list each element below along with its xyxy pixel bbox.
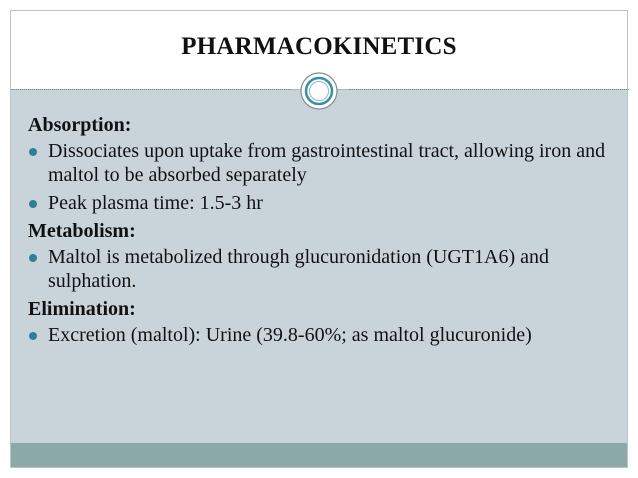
bullet-dot-icon <box>29 148 37 156</box>
divider-dotted-left <box>11 89 291 90</box>
slide-content <box>28 111 624 351</box>
bullet-item <box>28 191 624 215</box>
bullet-item <box>28 139 624 187</box>
section-heading-elimination: Elimination: <box>28 298 136 320</box>
footer-band <box>11 443 627 467</box>
divider-dotted-right <box>349 89 629 90</box>
bullet-text: Excretion (maltol): Urine (39.8-60%; as maltol glucuronide) <box>48 324 532 346</box>
bullet-text: Peak plasma time: 1.5-3 hr <box>48 192 263 214</box>
slide <box>10 10 628 468</box>
bullet-dot-icon <box>29 200 37 208</box>
bullet-item <box>28 245 624 293</box>
bullet-text: Maltol is metabolized through glucuronidation (UGT1A6) and sulphation. <box>48 246 550 292</box>
section-heading-absorption: Absorption: <box>28 114 132 136</box>
slide-title: PHARMACOKINETICS <box>181 33 457 60</box>
circle-ornament-icon <box>299 71 339 111</box>
bullet-dot-icon <box>29 254 37 262</box>
bullet-text: Dissociates upon uptake from gastrointestinal tract, allowing iron and maltol to be absorbed separately <box>48 140 606 186</box>
bullet-dot-icon <box>29 332 37 340</box>
bullet-item <box>28 323 624 347</box>
section-heading-metabolism: Metabolism: <box>28 220 136 242</box>
